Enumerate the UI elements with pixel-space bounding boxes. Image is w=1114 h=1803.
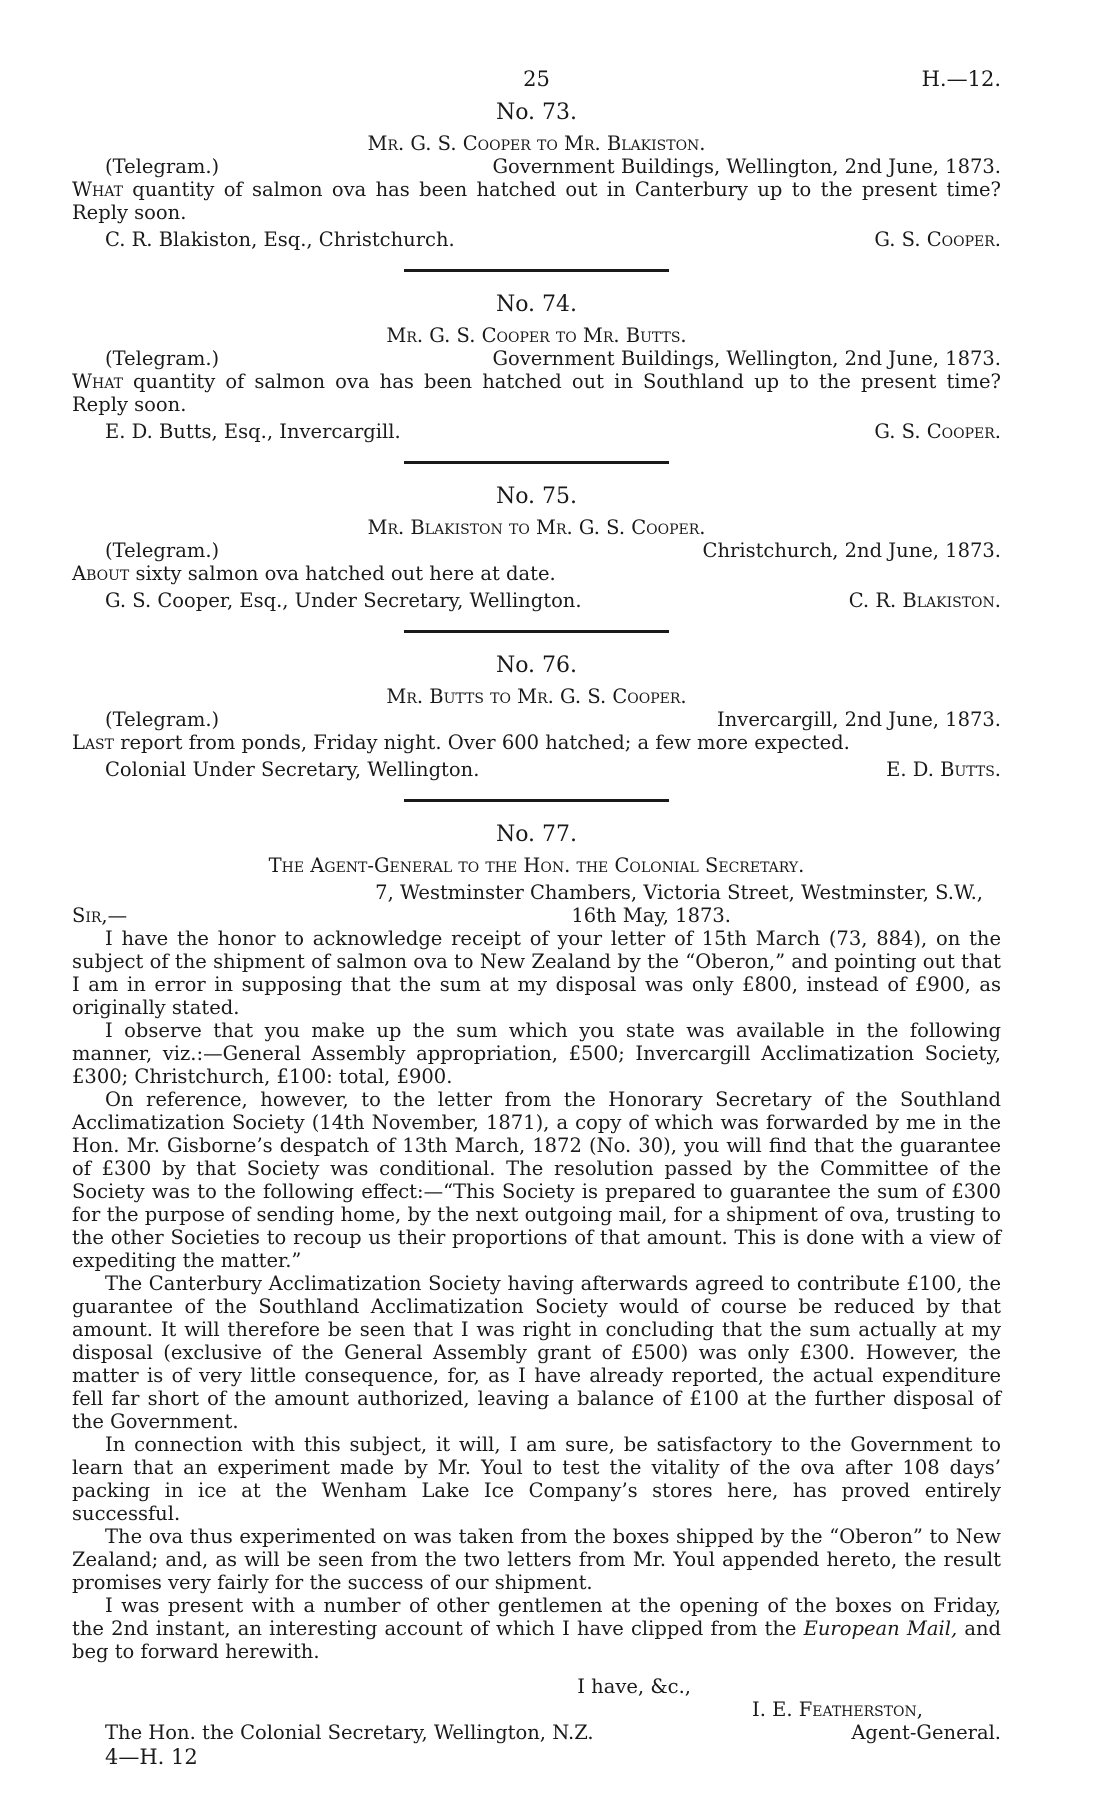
- paragraph-5: In connection with this subject, it will, I am sure, be satisfactory to the Government to learn that an experiment made by Mr. Youl to test the vitality of the ova after 108 days’ packing in ice at the Wenham Lake Ice Company’s stores here, has proved entirely successful.: [72, 1433, 1001, 1525]
- signature: G. S. Cooper.: [874, 228, 1001, 251]
- closing-block: [72, 1675, 1001, 1721]
- signature: C. R. Blakiston.: [848, 589, 1001, 612]
- document-73: [72, 100, 1001, 251]
- place-date: Christchurch, 2nd June, 1873.: [702, 539, 1001, 562]
- document-number: No. 73.: [495, 100, 578, 125]
- signature-row: [72, 589, 1001, 612]
- letter-date: 16th May, 1873.: [571, 904, 731, 927]
- telegram-meta: [72, 155, 1001, 178]
- document-74: [72, 292, 1001, 443]
- paragraph-6: The ova thus experimented on was taken from the boxes shipped by the “Oberon” to New Zealand; and, as will be seen from the two letters from Mr. Youl appended hereto, the result promises very fairly for the success of our shipment.: [72, 1525, 1001, 1594]
- document-number: No. 74.: [495, 292, 578, 317]
- place-date: Invercargill, 2nd June, 1873.: [717, 708, 1001, 731]
- running-head: [72, 68, 1001, 100]
- closing-phrase: I have, &c.,: [577, 1675, 691, 1698]
- paragraph-2: I observe that you make up the sum which you state was available in the following manner, viz.:—General Assembly appropriation, £500; Invercargill Acclimatization Society, £300; Christchurch, £100: total, £900.: [72, 1019, 1001, 1088]
- signer-name: I. E. Featherston,: [752, 1698, 923, 1721]
- telegram-body: [72, 731, 1001, 754]
- addressee: Colonial Under Secretary, Wellington.: [105, 758, 480, 781]
- signer-title: Agent-General.: [851, 1721, 1001, 1744]
- lead-word: Last: [72, 731, 114, 754]
- document-number: No. 75.: [495, 484, 578, 509]
- place-date: Government Buildings, Wellington, 2nd June, 1873.: [492, 347, 1001, 370]
- addressee: E. D. Butts, Esq., Invercargill.: [105, 420, 401, 443]
- section-divider: [404, 461, 669, 464]
- heading-text: The Agent-General to the Hon. the Colonial Secretary.: [268, 854, 805, 877]
- telegram-body: [72, 178, 1001, 224]
- signature: G. S. Cooper.: [874, 420, 1001, 443]
- document-number: No. 76.: [495, 653, 578, 678]
- telegram-label: (Telegram.): [105, 155, 220, 178]
- recipient-row: [72, 1721, 1001, 1744]
- newspaper-title: European Mail,: [803, 1617, 958, 1640]
- document-heading: Mr. Blakiston to Mr. G. S. Cooper.: [367, 516, 706, 539]
- body-text: quantity of salmon ova has been hatched out in Southland up to the present time? Reply soon.: [72, 370, 1001, 416]
- telegram-meta: [72, 708, 1001, 731]
- signature-row: [72, 228, 1001, 251]
- section-divider: [404, 630, 669, 633]
- addressee: G. S. Cooper, Esq., Under Secretary, Wellington.: [105, 589, 582, 612]
- document-heading: Mr. Butts to Mr. G. S. Cooper.: [386, 685, 687, 708]
- footer-sheet-code: 4—H. 12: [105, 1745, 198, 1769]
- page-number: 25: [523, 67, 550, 91]
- section-divider: [404, 799, 669, 802]
- signature-row: [72, 758, 1001, 781]
- paragraph-7-text-a: I was present with a number of other gentlemen at the opening of the boxes on Friday, the 2nd instant, an interesting account of which I have clipped from the: [72, 1594, 1001, 1640]
- telegram-meta: [72, 539, 1001, 562]
- document-number: No. 77.: [495, 822, 578, 847]
- signature: E. D. Butts.: [886, 758, 1001, 781]
- lead-word: What: [72, 370, 123, 393]
- document-heading: [72, 854, 1001, 877]
- paper-reference: H.—12.: [921, 67, 1001, 91]
- section-divider: [404, 269, 669, 272]
- sender-address: 7, Westminster Chambers, Victoria Street, Westminster, S.W.,: [375, 881, 983, 904]
- lead-word: What: [72, 178, 123, 201]
- telegram-label: (Telegram.): [105, 539, 220, 562]
- paragraph-7-text-b: and beg to forward herewith.: [72, 1617, 1001, 1663]
- document-76: [72, 653, 1001, 781]
- paragraph-3: On reference, however, to the letter from the Honorary Secretary of the Southland Acclimatization Society (14th November, 1871), a copy of which was forwarded by me in the Hon. Mr. Gisborne’s despatch of 13th March, 1872 (No. 30), you will find that the guarantee of £300 by that Society was conditional. The resolution passed by the Committee of the Society was to the following effect:—“This Society is prepared to guarantee the sum of £300 for the purpose of sending home, by the next outgoing mail, for a shipment of ova, trusting to the other Societies to recoup us their proportions of that amount. This is done with a view of expediting the matter.”: [72, 1088, 1001, 1272]
- place-date: Government Buildings, Wellington, 2nd June, 1873.: [492, 155, 1001, 178]
- body-text: quantity of salmon ova has been hatched out in Canterbury up to the present time? Reply soon.: [72, 178, 1001, 224]
- telegram-body: [72, 562, 1001, 585]
- telegram-meta: [72, 347, 1001, 370]
- signature-row: [72, 420, 1001, 443]
- document-77: [72, 822, 1001, 1769]
- salutation: Sir,—: [72, 904, 128, 927]
- body-text: report from ponds, Friday night. Over 600 hatched; a few more expected.: [114, 731, 850, 754]
- paragraph-7: [72, 1594, 1001, 1663]
- paragraph-4: The Canterbury Acclimatization Society having afterwards agreed to contribute £100, the guarantee of the Southland Acclimatization Society would of course be reduced by that amount. It will therefore be seen that I was right in concluding that the sum actually at my disposal (exclusive of the General Assembly grant of £500) was only £300. However, the matter is of very little consequence, for, as I have already reported, the actual expenditure fell far short of the amount authorized, leaving a balance of £100 at the further disposal of the Government.: [72, 1272, 1001, 1433]
- telegram-body: [72, 370, 1001, 416]
- telegram-label: (Telegram.): [105, 347, 220, 370]
- addressee: C. R. Blakiston, Esq., Christchurch.: [105, 228, 455, 251]
- recipient: The Hon. the Colonial Secretary, Wellington, N.Z.: [105, 1721, 594, 1744]
- paragraph-1: I have the honor to acknowledge receipt of your letter of 15th March (73, 884), on the subject of the shipment of salmon ova to New Zealand by the “Oberon,” and pointing out that I am in error in supposing that the sum at my disposal was only £800, instead of £900, as originally stated.: [72, 927, 1001, 1019]
- document-heading: Mr. G. S. Cooper to Mr. Blakiston.: [367, 132, 706, 155]
- document-75: [72, 484, 1001, 612]
- document-heading: Mr. G. S. Cooper to Mr. Butts.: [386, 324, 687, 347]
- lead-word: About: [72, 562, 130, 585]
- telegram-label: (Telegram.): [105, 708, 220, 731]
- body-text: sixty salmon ova hatched out here at date.: [129, 562, 556, 585]
- salutation-row: [72, 904, 1001, 927]
